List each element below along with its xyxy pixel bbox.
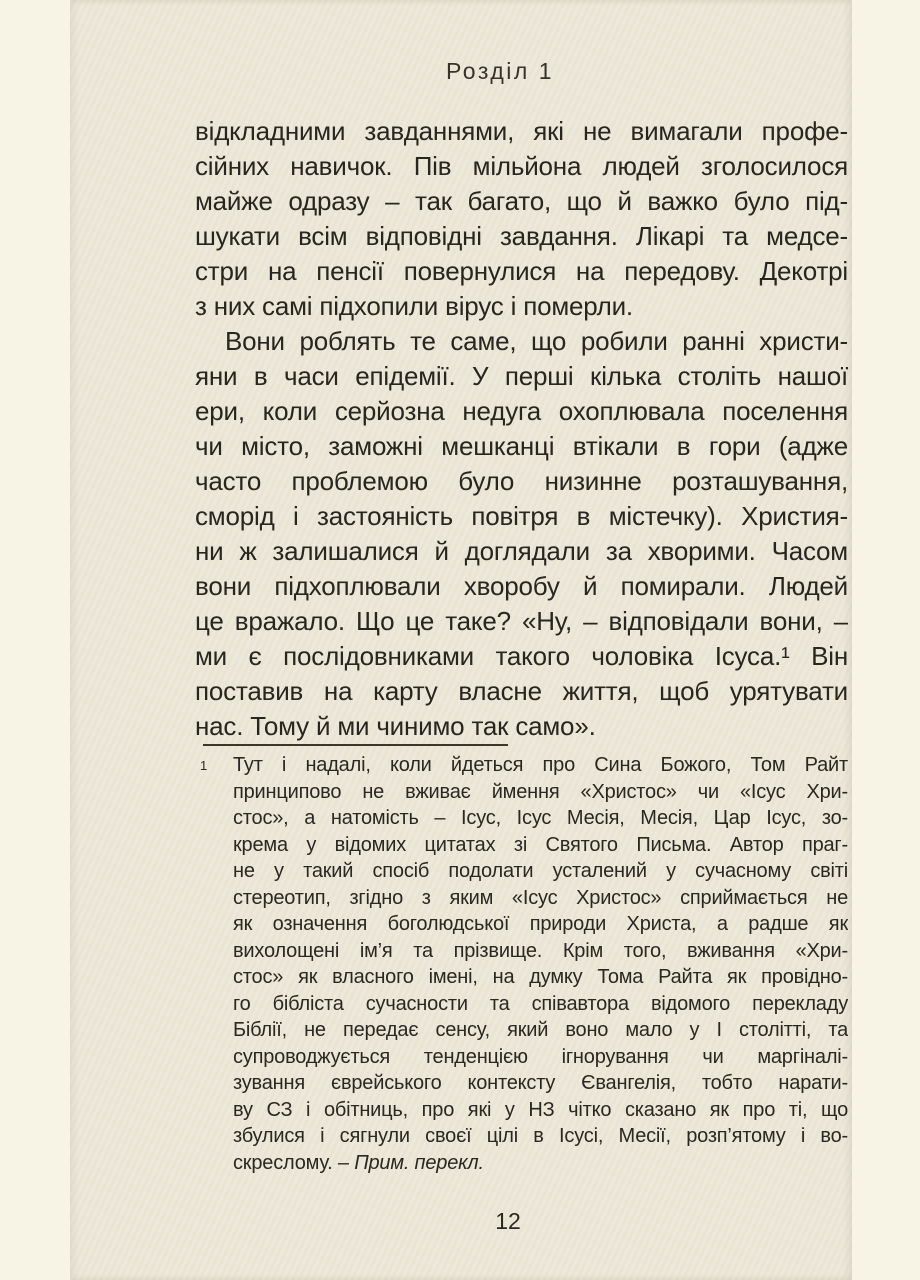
text-line: вихолощені ім’я та прізвище. Крім того, вживання «Хри- bbox=[233, 939, 848, 962]
text-line: не у такий спосіб подолати усталений у сучасному світі bbox=[233, 860, 848, 882]
footnote-text bbox=[195, 752, 848, 1150]
footnote-last-line bbox=[195, 1150, 848, 1177]
text-line: часто проблемою було низинне розташування, bbox=[195, 466, 848, 496]
text-line: стри на пенсії повернулися на передову. Декотрі bbox=[195, 256, 848, 286]
text-line: стос», а натомість – Ісус, Ісус Месія, Месія, Цар Ісус, зо- bbox=[233, 807, 848, 829]
text-line: нас. Тому й ми чинимо так само». bbox=[195, 711, 596, 741]
footnote-divider bbox=[203, 744, 508, 746]
page-number: 12 bbox=[495, 1208, 521, 1234]
text-line: принципово не вживає ймення «Христос» чи «Ісус Хри- bbox=[233, 780, 848, 803]
text-line: сійних навичок. Пів мільйона людей зголосилося bbox=[195, 151, 848, 181]
text-line: поставив на карту власне життя, щоб урятувати bbox=[195, 676, 848, 706]
text-line: ни ж залишалися й доглядали за хворими. Часом bbox=[195, 536, 848, 566]
text-line: ми є послідовниками такого чоловіка Ісуса.¹ Він bbox=[195, 641, 848, 671]
text-line: Вони роблять те саме, що робили ранні христи- bbox=[225, 326, 848, 356]
paragraph-continuation bbox=[195, 114, 848, 324]
text-line: крема у відомих цитатах зі Святого Письма. Автор праг- bbox=[233, 833, 848, 856]
text-line: яни в часи епідемії. У перші кілька століть нашої bbox=[195, 361, 848, 391]
footnote bbox=[195, 752, 848, 1176]
paragraph-early-christians bbox=[195, 324, 848, 744]
footnote-marker: 1 bbox=[200, 758, 208, 773]
text-line: зування єврейського контексту Євангелія, тобто нарати- bbox=[233, 1072, 848, 1094]
text-line: збулися і сягнули своєї цілі в Ісусі, Месії, розп’ятому і во- bbox=[233, 1125, 848, 1147]
text-line: це вражало. Що це таке? «Ну, – відповідали вони, – bbox=[195, 606, 848, 636]
text-line: Тут і надалі, коли йдеться про Сина Божого, Том Райт bbox=[233, 754, 848, 776]
text-line: Біблії, не передає сенсу, який воно мало у І столітті, та bbox=[233, 1019, 848, 1041]
text-line: стос» як власного імені, на думку Тома Райта як провідно- bbox=[233, 966, 848, 988]
text-line: вони підхоплювали хворобу й помирали. Людей bbox=[195, 571, 848, 601]
translator-note-label: Прим. перекл. bbox=[354, 1151, 484, 1174]
text-line: го бібліста сучасности та співавтора відомого перекладу bbox=[233, 992, 848, 1015]
text-line: майже одразу – так багато, що й важко було під- bbox=[195, 186, 848, 216]
text-line: стереотип, згідно з яким «Ісус Христос» сприймається не bbox=[233, 886, 848, 909]
text-line: як означення боголюдської природи Христа, а радше як bbox=[233, 913, 848, 935]
text-line: шукати всім відповідні завдання. Лікарі та медсе- bbox=[195, 221, 848, 251]
body-text bbox=[195, 114, 848, 744]
text-line: супроводжується тенденцією ігнорування чи маргіналі- bbox=[233, 1045, 848, 1068]
text-line: сморід і застояність повітря в містечку). Христия- bbox=[195, 501, 848, 531]
text-line: відкладними завданнями, які не вимагали профе- bbox=[195, 116, 848, 146]
text-line: ву СЗ і обітниць, про які у НЗ чітко сказано як про ті, що bbox=[233, 1098, 848, 1121]
text-line: ери, коли серйозна недуга охоплювала поселення bbox=[195, 396, 848, 426]
chapter-header: Розділ 1 bbox=[445, 58, 555, 84]
footnote-last-line-normal: скреслому. – bbox=[233, 1151, 355, 1174]
text-line: чи місто, заможні мешканці втікали в гори (адже bbox=[195, 431, 848, 461]
text-line: з них самі підхопили вірус і померли. bbox=[195, 291, 633, 321]
